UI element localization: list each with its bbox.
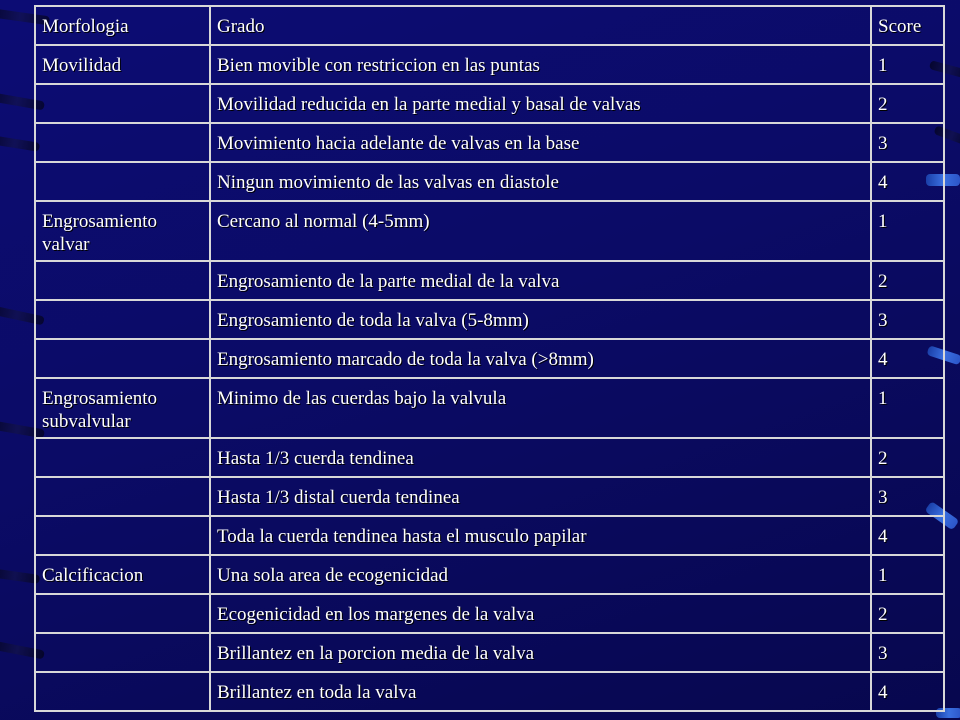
- column-header-morfologia: Morfologia: [35, 6, 210, 45]
- morfologia-cell: Engrosamiento subvalvular: [35, 378, 210, 438]
- score-cell: 2: [871, 261, 944, 300]
- score-cell: 3: [871, 633, 944, 672]
- score-cell: 1: [871, 378, 944, 438]
- morfologia-cell: [35, 261, 210, 300]
- morfologia-cell: [35, 84, 210, 123]
- table-row: [35, 516, 944, 555]
- morfologia-cell: [35, 594, 210, 633]
- table-row: [35, 378, 944, 438]
- score-cell: 4: [871, 672, 944, 711]
- score-cell: 4: [871, 516, 944, 555]
- score-cell: 1: [871, 555, 944, 594]
- table-row: [35, 438, 944, 477]
- morfologia-cell: Calcificacion: [35, 555, 210, 594]
- morphology-score-table: [34, 5, 945, 712]
- morfologia-cell: [35, 123, 210, 162]
- morfologia-cell: [35, 672, 210, 711]
- score-cell: 2: [871, 594, 944, 633]
- score-cell: 3: [871, 300, 944, 339]
- table-row: [35, 672, 944, 711]
- score-cell: 4: [871, 339, 944, 378]
- score-cell: 2: [871, 438, 944, 477]
- grado-cell: Bien movible con restriccion en las puntas: [210, 45, 871, 84]
- morfologia-cell: [35, 300, 210, 339]
- morfologia-cell: [35, 516, 210, 555]
- grado-cell: Brillantez en toda la valva: [210, 672, 871, 711]
- score-cell: 2: [871, 84, 944, 123]
- grado-cell: Hasta 1/3 distal cuerda tendinea: [210, 477, 871, 516]
- table-row: [35, 201, 944, 261]
- table-row: [35, 261, 944, 300]
- score-cell: 3: [871, 123, 944, 162]
- grado-cell: Movilidad reducida en la parte medial y basal de valvas: [210, 84, 871, 123]
- morfologia-cell: Engrosamiento valvar: [35, 201, 210, 261]
- table-row: [35, 555, 944, 594]
- grado-cell: Engrosamiento marcado de toda la valva (>8mm): [210, 339, 871, 378]
- morfologia-cell: [35, 339, 210, 378]
- morfologia-cell: Movilidad: [35, 45, 210, 84]
- table-row: [35, 45, 944, 84]
- grado-cell: Toda la cuerda tendinea hasta el musculo papilar: [210, 516, 871, 555]
- score-cell: 3: [871, 477, 944, 516]
- table-row: [35, 84, 944, 123]
- grado-cell: Una sola area de ecogenicidad: [210, 555, 871, 594]
- grado-cell: Ningun movimiento de las valvas en diastole: [210, 162, 871, 201]
- column-header-score: Score: [871, 6, 944, 45]
- morfologia-cell: [35, 438, 210, 477]
- grado-cell: Movimiento hacia adelante de valvas en la base: [210, 123, 871, 162]
- table-row: [35, 162, 944, 201]
- grado-cell: Hasta 1/3 cuerda tendinea: [210, 438, 871, 477]
- score-cell: 4: [871, 162, 944, 201]
- table-row: [35, 300, 944, 339]
- grado-cell: Cercano al normal (4-5mm): [210, 201, 871, 261]
- morfologia-cell: [35, 633, 210, 672]
- morfologia-cell: [35, 162, 210, 201]
- grado-cell: Minimo de las cuerdas bajo la valvula: [210, 378, 871, 438]
- table-row: [35, 477, 944, 516]
- score-cell: 1: [871, 45, 944, 84]
- score-cell: 1: [871, 201, 944, 261]
- table-row: [35, 123, 944, 162]
- table-row: [35, 633, 944, 672]
- morfologia-cell: [35, 477, 210, 516]
- column-header-grado: Grado: [210, 6, 871, 45]
- table-row: [35, 594, 944, 633]
- grado-cell: Engrosamiento de la parte medial de la valva: [210, 261, 871, 300]
- grado-cell: Brillantez en la porcion media de la valva: [210, 633, 871, 672]
- table-header-row: [35, 6, 944, 45]
- grado-cell: Ecogenicidad en los margenes de la valva: [210, 594, 871, 633]
- grado-cell: Engrosamiento de toda la valva (5-8mm): [210, 300, 871, 339]
- table-row: [35, 339, 944, 378]
